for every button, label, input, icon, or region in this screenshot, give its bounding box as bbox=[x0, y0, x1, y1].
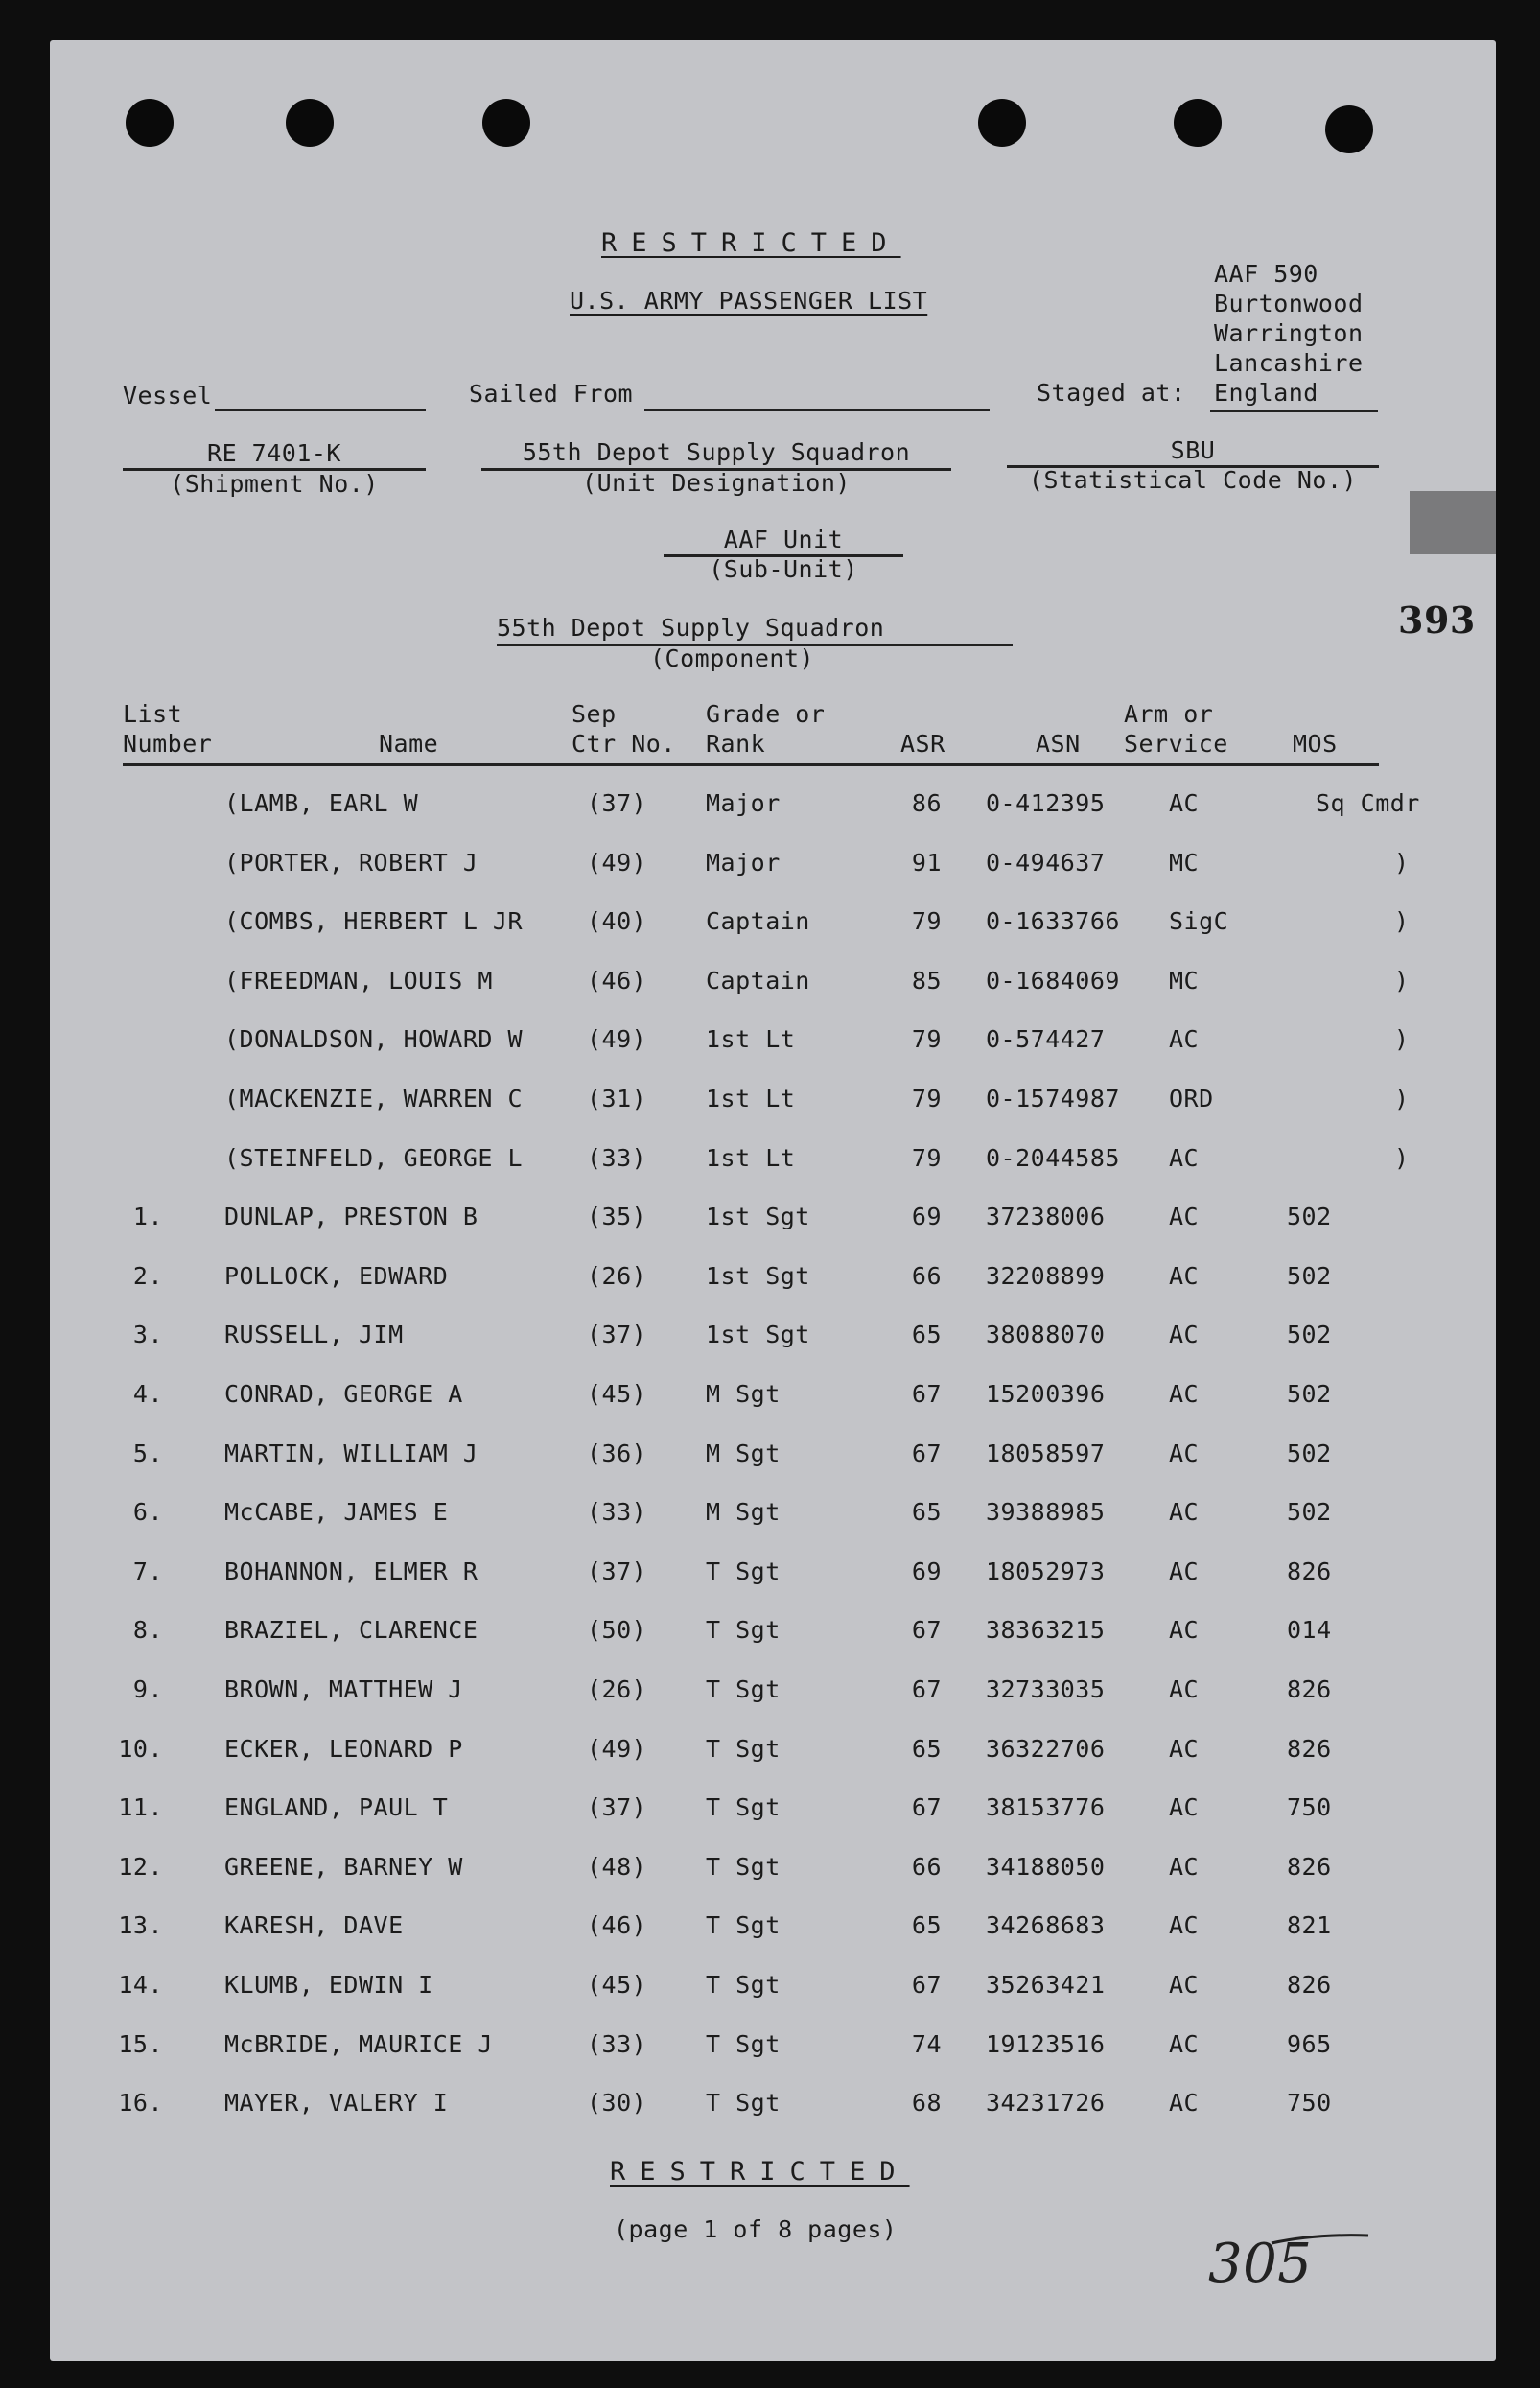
row-asn: 0-494637 bbox=[986, 848, 1106, 877]
row-asn: 36322706 bbox=[986, 1734, 1106, 1763]
row-asn: 38153776 bbox=[986, 1793, 1106, 1822]
row-name: MARTIN, WILLIAM J bbox=[224, 1439, 478, 1467]
row-list-number: 1. bbox=[132, 1203, 163, 1231]
row-asn: 37238006 bbox=[986, 1203, 1106, 1231]
row-grade: Major bbox=[706, 848, 781, 877]
row-arm: AC bbox=[1169, 789, 1200, 817]
list-title: U.S. ARMY PASSENGER LIST bbox=[570, 287, 928, 315]
row-asn: 32733035 bbox=[986, 1675, 1106, 1703]
row-mos: 826 bbox=[1287, 1734, 1332, 1763]
row-list-number: 2. bbox=[132, 1261, 163, 1290]
row-grade: M Sgt bbox=[706, 1439, 781, 1467]
row-asr: 65 bbox=[911, 1911, 942, 1940]
row-list-number: 14. bbox=[118, 1971, 163, 1999]
col-sep-ctr: Ctr No. bbox=[572, 730, 676, 758]
row-name: (LAMB, EARL W bbox=[224, 789, 419, 817]
stamp-number: 393 bbox=[1398, 598, 1476, 642]
row-sep-ctr: (49) bbox=[587, 1734, 647, 1763]
row-list-number: 10. bbox=[118, 1734, 163, 1763]
row-asn: 34268683 bbox=[986, 1911, 1106, 1940]
sailed-from-line bbox=[644, 409, 990, 411]
row-list-number: 5. bbox=[132, 1439, 163, 1467]
row-asr: 65 bbox=[911, 1498, 942, 1527]
row-grade: T Sgt bbox=[706, 1616, 781, 1645]
row-grade: 1st Sgt bbox=[706, 1203, 810, 1231]
row-asn: 18058597 bbox=[986, 1439, 1106, 1467]
vessel-label: Vessel bbox=[123, 382, 213, 410]
row-arm: AC bbox=[1169, 1911, 1200, 1940]
shipment-no-label: (Shipment No.) bbox=[170, 470, 379, 498]
row-sep-ctr: (31) bbox=[587, 1085, 647, 1112]
row-asn: 15200396 bbox=[986, 1380, 1106, 1408]
shipment-no: RE 7401-K bbox=[207, 439, 341, 467]
row-name: (COMBS, HERBERT L JR bbox=[224, 907, 524, 936]
row-asn: 0-1574987 bbox=[986, 1085, 1120, 1112]
statistical-code: SBU bbox=[1170, 436, 1216, 464]
row-asn: 0-574427 bbox=[986, 1025, 1106, 1054]
row-sep-ctr: (49) bbox=[587, 848, 647, 877]
row-arm: AC bbox=[1169, 1616, 1200, 1645]
row-asr: 79 bbox=[911, 1085, 942, 1112]
col-sep-ctr: Sep bbox=[572, 700, 617, 728]
row-mos: 826 bbox=[1287, 1557, 1332, 1585]
row-asn: 38088070 bbox=[986, 1321, 1106, 1349]
row-asr: 67 bbox=[911, 1616, 942, 1645]
row-arm: MC bbox=[1169, 966, 1200, 995]
row-arm: AC bbox=[1169, 1380, 1200, 1408]
row-sep-ctr: (36) bbox=[587, 1439, 647, 1467]
row-asn: 0-412395 bbox=[986, 789, 1106, 817]
row-list-number: 12. bbox=[118, 1852, 163, 1881]
col-asn: ASN bbox=[1036, 730, 1081, 758]
station-underline bbox=[1210, 410, 1378, 412]
row-mos: 502 bbox=[1287, 1321, 1332, 1349]
row-name: KLUMB, EDWIN I bbox=[224, 1971, 433, 1999]
row-sep-ctr: (37) bbox=[587, 1793, 647, 1822]
row-asr: 69 bbox=[911, 1557, 942, 1585]
statistical-code-label: (Statistical Code No.) bbox=[1028, 466, 1358, 494]
row-list-number: 13. bbox=[118, 1911, 163, 1940]
row-asr: 65 bbox=[911, 1734, 942, 1763]
row-sep-ctr: (37) bbox=[587, 789, 647, 817]
row-asr: 91 bbox=[911, 848, 942, 877]
row-name: RUSSELL, JIM bbox=[224, 1321, 404, 1349]
row-mos: 826 bbox=[1287, 1971, 1332, 1999]
row-asr: 74 bbox=[911, 2029, 942, 2058]
row-name: CONRAD, GEORGE A bbox=[224, 1380, 463, 1408]
row-list-number: 4. bbox=[132, 1380, 163, 1408]
row-grade: 1st Lt bbox=[706, 1085, 796, 1112]
row-mos: ) bbox=[1394, 1143, 1410, 1172]
row-arm: AC bbox=[1169, 1498, 1200, 1527]
row-sep-ctr: (33) bbox=[587, 2029, 647, 2058]
row-arm: AC bbox=[1169, 1261, 1200, 1290]
row-arm: AC bbox=[1169, 2029, 1200, 2058]
row-arm: AC bbox=[1169, 1143, 1200, 1172]
row-name: DUNLAP, PRESTON B bbox=[224, 1203, 478, 1231]
row-name: BRAZIEL, CLARENCE bbox=[224, 1616, 478, 1645]
header-rule bbox=[123, 763, 1379, 766]
punch-hole bbox=[1174, 99, 1222, 147]
row-arm: AC bbox=[1169, 1025, 1200, 1054]
row-sep-ctr: (46) bbox=[587, 966, 647, 995]
row-mos: ) bbox=[1394, 1025, 1410, 1054]
row-asr: 67 bbox=[911, 1793, 942, 1822]
row-asn: 35263421 bbox=[986, 1971, 1106, 1999]
row-name: MAYER, VALERY I bbox=[224, 2089, 449, 2118]
punch-hole bbox=[126, 99, 174, 147]
row-mos: Sq Cmdr bbox=[1316, 789, 1420, 817]
row-asr: 67 bbox=[911, 1380, 942, 1408]
document-sheet bbox=[50, 40, 1496, 2361]
sailed-from-label: Sailed From bbox=[469, 380, 634, 408]
row-grade: T Sgt bbox=[706, 1557, 781, 1585]
row-grade: M Sgt bbox=[706, 1380, 781, 1408]
sub-unit: AAF Unit bbox=[723, 526, 844, 553]
row-mos: ) bbox=[1394, 907, 1410, 936]
row-mos: 502 bbox=[1287, 1203, 1332, 1231]
row-name: (PORTER, ROBERT J bbox=[224, 848, 478, 877]
col-arm: Arm or bbox=[1124, 700, 1214, 728]
row-sep-ctr: (33) bbox=[587, 1143, 647, 1172]
row-asr: 69 bbox=[911, 1203, 942, 1231]
row-sep-ctr: (45) bbox=[587, 1971, 647, 1999]
row-name: BROWN, MATTHEW J bbox=[224, 1675, 463, 1703]
page-indicator: (page 1 of 8 pages) bbox=[614, 2215, 898, 2243]
row-arm: AC bbox=[1169, 1971, 1200, 1999]
row-grade: T Sgt bbox=[706, 2089, 781, 2118]
row-name: BOHANNON, ELMER R bbox=[224, 1557, 478, 1585]
row-mos: 502 bbox=[1287, 1439, 1332, 1467]
row-asr: 67 bbox=[911, 1439, 942, 1467]
row-name: McBRIDE, MAURICE J bbox=[224, 2029, 493, 2058]
row-name: (DONALDSON, HOWARD W bbox=[224, 1025, 524, 1054]
row-grade: 1st Sgt bbox=[706, 1261, 810, 1290]
file-tab bbox=[1410, 491, 1496, 554]
restricted-footer: RESTRICTED bbox=[610, 2157, 910, 2187]
row-mos: 750 bbox=[1287, 1793, 1332, 1822]
row-mos: 965 bbox=[1287, 2029, 1332, 2058]
row-list-number: 6. bbox=[132, 1498, 163, 1527]
row-arm: AC bbox=[1169, 1439, 1200, 1467]
unit-designation-label: (Unit Designation) bbox=[582, 469, 851, 497]
row-asr: 86 bbox=[911, 789, 942, 817]
row-name: (FREEDMAN, LOUIS M bbox=[224, 966, 493, 995]
row-asn: 0-1633766 bbox=[986, 907, 1120, 936]
row-list-number: 15. bbox=[118, 2029, 163, 2058]
station-line: Burtonwood bbox=[1214, 290, 1364, 317]
row-arm: SigC bbox=[1169, 907, 1229, 936]
row-list-number: 3. bbox=[132, 1321, 163, 1349]
row-name: (MACKENZIE, WARREN C bbox=[224, 1085, 524, 1112]
row-sep-ctr: (37) bbox=[587, 1321, 647, 1349]
col-grade: Grade or bbox=[706, 700, 826, 728]
row-mos: 821 bbox=[1287, 1911, 1332, 1940]
row-name: ENGLAND, PAUL T bbox=[224, 1793, 449, 1822]
row-arm: AC bbox=[1169, 1203, 1200, 1231]
handwritten-underline bbox=[1268, 2230, 1373, 2249]
row-grade: 1st Lt bbox=[706, 1025, 796, 1054]
row-asn: 18052973 bbox=[986, 1557, 1106, 1585]
vessel-line bbox=[215, 409, 426, 411]
punch-hole bbox=[482, 99, 530, 147]
row-arm: AC bbox=[1169, 1675, 1200, 1703]
row-grade: 1st Lt bbox=[706, 1143, 796, 1172]
row-asr: 66 bbox=[911, 1261, 942, 1290]
row-mos: 826 bbox=[1287, 1852, 1332, 1881]
row-grade: T Sgt bbox=[706, 2029, 781, 2058]
row-list-number: 11. bbox=[118, 1793, 163, 1822]
row-asr: 79 bbox=[911, 1025, 942, 1054]
row-grade: T Sgt bbox=[706, 1675, 781, 1703]
station-line: Lancashire bbox=[1214, 349, 1364, 377]
station-line: AAF 590 bbox=[1214, 260, 1318, 288]
row-asn: 39388985 bbox=[986, 1498, 1106, 1527]
col-list-number: Number bbox=[123, 730, 213, 758]
row-arm: AC bbox=[1169, 1321, 1200, 1349]
row-grade: T Sgt bbox=[706, 1971, 781, 1999]
unit-designation: 55th Depot Supply Squadron bbox=[522, 438, 911, 466]
row-mos: 502 bbox=[1287, 1380, 1332, 1408]
station-line: Warrington bbox=[1214, 319, 1364, 347]
row-sep-ctr: (50) bbox=[587, 1616, 647, 1645]
row-grade: T Sgt bbox=[706, 1852, 781, 1881]
punch-hole bbox=[286, 99, 334, 147]
component-label: (Component) bbox=[650, 644, 815, 672]
row-mos: ) bbox=[1394, 848, 1410, 877]
row-asr: 67 bbox=[911, 1675, 942, 1703]
row-sep-ctr: (26) bbox=[587, 1675, 647, 1703]
col-arm: Service bbox=[1124, 730, 1228, 758]
row-name: ECKER, LEONARD P bbox=[224, 1734, 463, 1763]
row-sep-ctr: (46) bbox=[587, 1911, 647, 1940]
row-sep-ctr: (49) bbox=[587, 1025, 647, 1054]
row-mos: ) bbox=[1394, 1085, 1410, 1112]
row-asr: 66 bbox=[911, 1852, 942, 1881]
col-mos: MOS bbox=[1293, 730, 1338, 758]
col-name: Name bbox=[379, 730, 439, 758]
row-asn: 32208899 bbox=[986, 1261, 1106, 1290]
row-asn: 0-2044585 bbox=[986, 1143, 1120, 1172]
row-list-number: 8. bbox=[132, 1616, 163, 1645]
punch-hole bbox=[1325, 105, 1373, 153]
row-name: KARESH, DAVE bbox=[224, 1911, 404, 1940]
sub-unit-label: (Sub-Unit) bbox=[709, 555, 858, 583]
row-grade: T Sgt bbox=[706, 1793, 781, 1822]
row-mos: 750 bbox=[1287, 2089, 1332, 2118]
col-grade: Rank bbox=[706, 730, 766, 758]
row-list-number: 16. bbox=[118, 2089, 163, 2118]
row-asn: 38363215 bbox=[986, 1616, 1106, 1645]
row-mos: 502 bbox=[1287, 1261, 1332, 1290]
row-arm: AC bbox=[1169, 1734, 1200, 1763]
row-mos: ) bbox=[1394, 966, 1410, 995]
row-asr: 67 bbox=[911, 1971, 942, 1999]
row-sep-ctr: (48) bbox=[587, 1852, 647, 1881]
row-arm: AC bbox=[1169, 1557, 1200, 1585]
row-grade: M Sgt bbox=[706, 1498, 781, 1527]
row-asr: 79 bbox=[911, 1143, 942, 1172]
row-sep-ctr: (33) bbox=[587, 1498, 647, 1527]
punch-hole bbox=[978, 99, 1026, 147]
row-name: POLLOCK, EDWARD bbox=[224, 1261, 449, 1290]
row-name: (STEINFELD, GEORGE L bbox=[224, 1143, 524, 1172]
row-sep-ctr: (40) bbox=[587, 907, 647, 936]
row-grade: 1st Sgt bbox=[706, 1321, 810, 1349]
row-asr: 65 bbox=[911, 1321, 942, 1349]
row-arm: AC bbox=[1169, 2089, 1200, 2118]
row-asr: 79 bbox=[911, 907, 942, 936]
row-arm: MC bbox=[1169, 848, 1200, 877]
row-asn: 19123516 bbox=[986, 2029, 1106, 2058]
row-grade: T Sgt bbox=[706, 1911, 781, 1940]
row-mos: 014 bbox=[1287, 1616, 1332, 1645]
row-arm: AC bbox=[1169, 1793, 1200, 1822]
staged-at-label: Staged at: bbox=[1037, 379, 1186, 407]
station-line: England bbox=[1214, 379, 1318, 407]
row-grade: T Sgt bbox=[706, 1734, 781, 1763]
row-grade: Captain bbox=[706, 966, 810, 995]
row-name: McCABE, JAMES E bbox=[224, 1498, 449, 1527]
row-arm: ORD bbox=[1169, 1085, 1214, 1112]
row-list-number: 9. bbox=[132, 1675, 163, 1703]
row-asn: 34231726 bbox=[986, 2089, 1106, 2118]
row-asn: 0-1684069 bbox=[986, 966, 1120, 995]
row-list-number: 7. bbox=[132, 1557, 163, 1585]
row-mos: 826 bbox=[1287, 1675, 1332, 1703]
row-asr: 68 bbox=[911, 2089, 942, 2118]
row-arm: AC bbox=[1169, 1852, 1200, 1881]
row-sep-ctr: (26) bbox=[587, 1261, 647, 1290]
row-sep-ctr: (45) bbox=[587, 1380, 647, 1408]
row-grade: Captain bbox=[706, 907, 810, 936]
row-asr: 85 bbox=[911, 966, 942, 995]
row-mos: 502 bbox=[1287, 1498, 1332, 1527]
col-asr: ASR bbox=[900, 730, 945, 758]
row-grade: Major bbox=[706, 789, 781, 817]
row-sep-ctr: (30) bbox=[587, 2089, 647, 2118]
restricted-header: RESTRICTED bbox=[601, 228, 901, 258]
component: 55th Depot Supply Squadron bbox=[497, 614, 885, 642]
col-list-number: List bbox=[123, 700, 183, 728]
row-name: GREENE, BARNEY W bbox=[224, 1852, 463, 1881]
row-sep-ctr: (37) bbox=[587, 1557, 647, 1585]
handwritten-number: 305 bbox=[1208, 2233, 1313, 2295]
row-sep-ctr: (35) bbox=[587, 1203, 647, 1231]
row-asn: 34188050 bbox=[986, 1852, 1106, 1881]
